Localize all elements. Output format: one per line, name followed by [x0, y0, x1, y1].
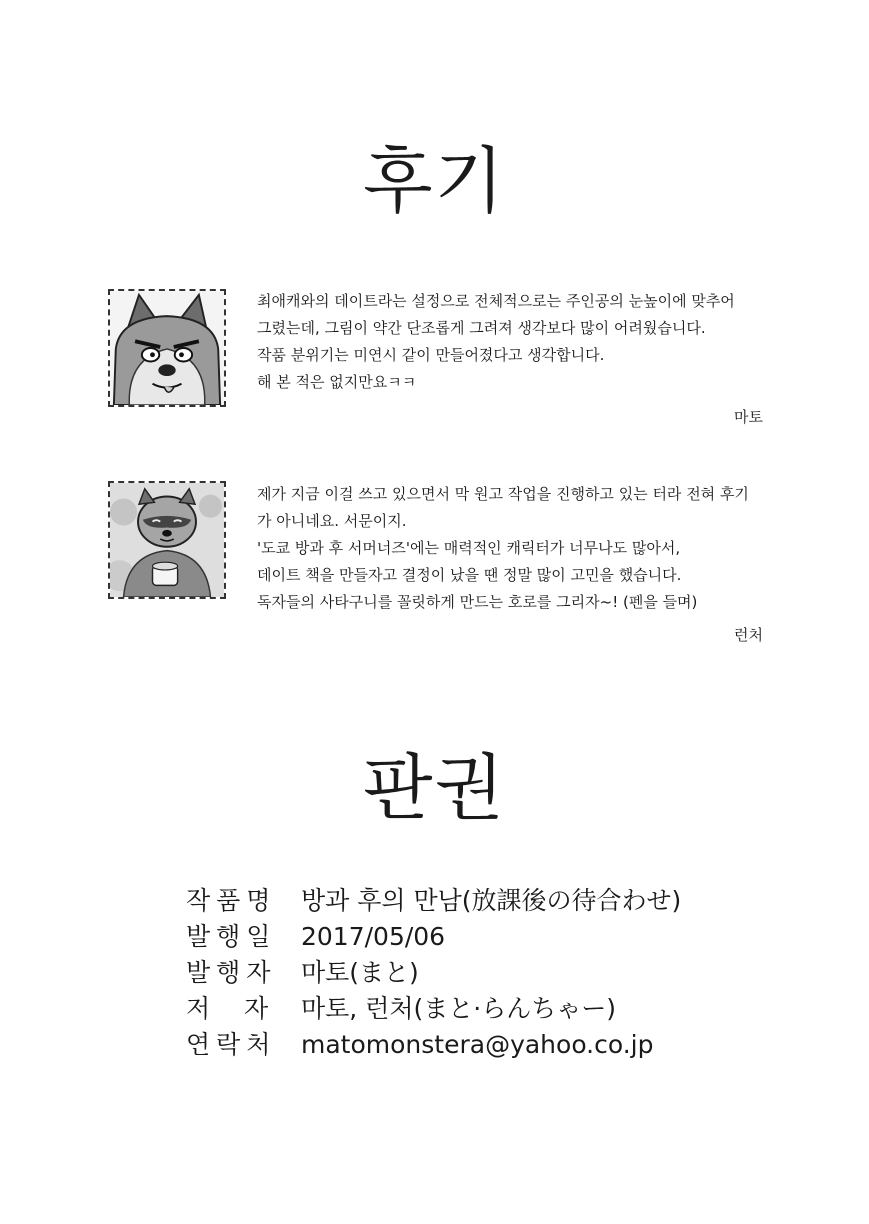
copyright-info	[186, 883, 681, 1063]
info-label: 발행자	[186, 958, 277, 987]
note-line: 제가 지금 이걸 쓰고 있으면서 막 원고 작업을 진행하고 있는 터라 전혀 후기	[257, 485, 749, 503]
note-line: 해 본 적은 없지만요ㅋㅋ	[257, 373, 417, 391]
info-row-contact	[186, 1027, 681, 1063]
note-line: '도쿄 방과 후 서머너즈'에는 매력적인 캐릭터가 너무나도 많아서,	[257, 539, 681, 557]
info-value: 마토, 런처(まと·らんちゃー)	[301, 994, 616, 1023]
afterword-note-2	[257, 481, 777, 616]
afterword-title: 후기	[362, 139, 507, 223]
note-line: 데이트 책을 만들자고 결정이 났을 땐 정말 많이 고민을 했습니다.	[257, 566, 682, 584]
info-row-publisher	[186, 955, 681, 991]
info-value: 방과 후의 만남(放課後の待合わせ)	[301, 886, 682, 915]
info-label: 연락처	[186, 1030, 277, 1059]
wolf-face-portrait	[108, 289, 226, 407]
note-author: 런처	[734, 626, 763, 644]
afterword-note-1	[257, 288, 777, 396]
info-value: 마토(まと)	[301, 958, 419, 987]
info-label: 발행일	[186, 922, 277, 951]
info-label: 작품명	[186, 886, 277, 915]
note-author: 마토	[734, 408, 763, 426]
contact-email: matomonstera@yahoo.co.jp	[301, 1030, 654, 1059]
note-line: 독자들의 사타구니를 꼴릿하게 만드는 호로를 그리자~! (펜을 들며)	[257, 593, 698, 611]
note-line: 최애캐와의 데이트라는 설정으로 전체적으로는 주인공의 눈높이에 맞추어	[257, 292, 735, 310]
note-line: 작품 분위기는 미연시 같이 만들어졌다고 생각합니다.	[257, 346, 605, 364]
raccoon-character-portrait	[108, 481, 226, 599]
info-row-date	[186, 919, 681, 955]
info-value: 2017/05/06	[301, 922, 446, 951]
note-line: 그렸는데, 그림이 약간 단조롭게 그려져 생각보다 많이 어려웠습니다.	[257, 319, 706, 337]
note-line: 가 아니네요. 서문이지.	[257, 512, 407, 530]
info-label: 저 자	[186, 994, 275, 1023]
info-row-author	[186, 991, 681, 1027]
info-row-title	[186, 883, 681, 919]
copyright-title: 판권	[362, 746, 507, 830]
